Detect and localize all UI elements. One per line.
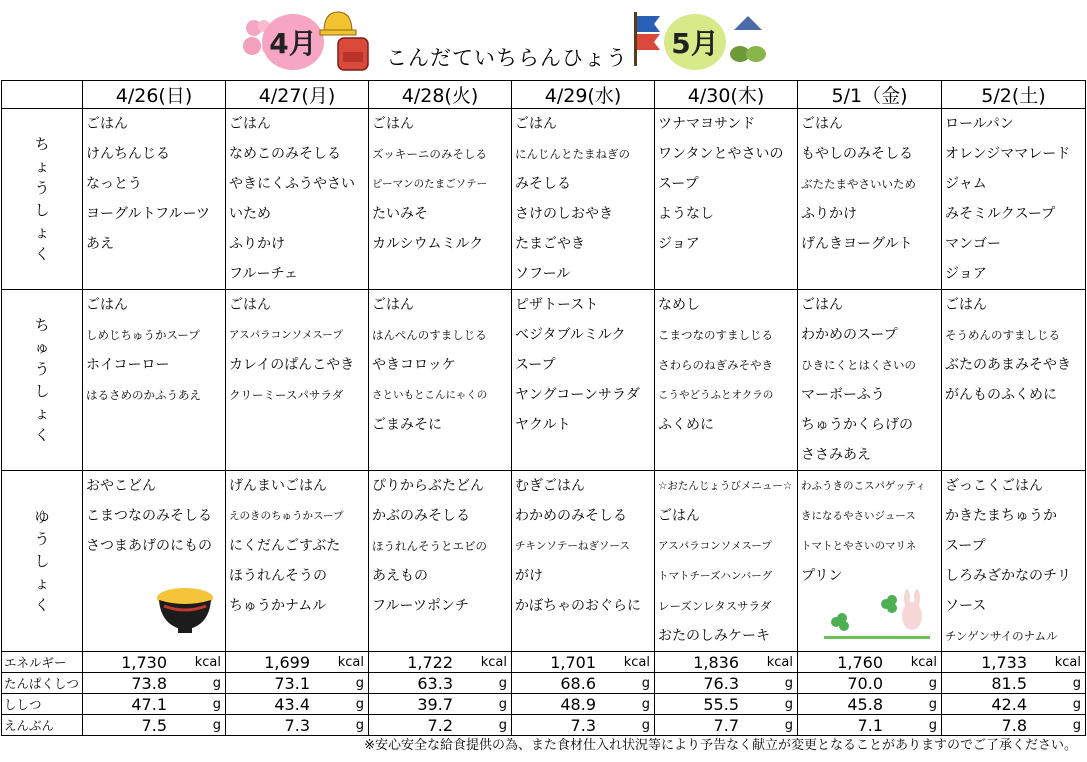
fat-row xyxy=(2,694,1086,715)
day-header: 4/26(日) xyxy=(83,81,226,109)
menu-item: マンゴー xyxy=(945,236,1001,252)
nutrition-unit: g xyxy=(641,717,650,733)
menu-item: しめじちゅうかスープ xyxy=(86,328,200,342)
nutrition-unit: kcal xyxy=(337,654,364,670)
menu-cell xyxy=(512,290,655,471)
menu-item: ごはん xyxy=(801,116,843,132)
menu-item: みそミルクスープ xyxy=(945,206,1056,222)
menu-item: ごはん xyxy=(372,297,414,313)
nutrition-unit: g xyxy=(498,696,507,712)
nutrition-value-cell xyxy=(942,673,1086,694)
menu-item: ふりかけ xyxy=(229,236,285,252)
nutrition-value: 1,760 xyxy=(837,652,883,672)
nutrition-value: 1,730 xyxy=(121,652,167,672)
nutrition-label: ししつ xyxy=(2,694,83,715)
nutrition-value-cell xyxy=(655,652,798,673)
meal-label-char: ょ xyxy=(34,157,50,175)
menu-item: がんものふくめに xyxy=(945,387,1057,403)
nutrition-value-cell xyxy=(83,673,226,694)
nutrition-label: えんぶん xyxy=(2,715,83,736)
day-header: 5/1（金) xyxy=(798,81,942,109)
nutrition-unit: kcal xyxy=(623,654,650,670)
menu-item: カルシウムミルク xyxy=(372,236,484,252)
menu-item: ピザトースト xyxy=(515,297,599,313)
nutrition-value: 42.4 xyxy=(991,694,1027,714)
meal-label-char: し xyxy=(34,382,50,400)
menu-item: ごはん xyxy=(945,297,987,313)
menu-item: ぴりからぶたどん xyxy=(372,478,484,494)
day-header: 4/27(月) xyxy=(226,81,369,109)
menu-item: ほうれんそうの xyxy=(229,568,327,584)
menu-item: きになるやさいジュース xyxy=(801,510,916,522)
menu-cell xyxy=(369,290,512,471)
nutrition-value-cell xyxy=(226,694,369,715)
menu-item: ヤングコーンサラダ xyxy=(515,387,640,403)
nutrition-unit: g xyxy=(641,675,650,691)
menu-item: ようなし xyxy=(658,206,714,222)
nutrition-unit: g xyxy=(212,675,221,691)
nutrition-unit: g xyxy=(928,717,937,733)
menu-item: ちゅうかくらげの xyxy=(801,417,913,433)
menu-item: がけ xyxy=(515,568,543,584)
menu-item: オレンジママレード xyxy=(945,146,1071,162)
nutrition-value-cell xyxy=(369,652,512,673)
menu-item: ツナマヨサンド xyxy=(658,116,756,132)
menu-item: アスパラコンソメスープ xyxy=(658,540,772,552)
nutrition-value: 1,701 xyxy=(550,652,596,672)
footnote: ※安心安全な給食提供の為、また食材仕入れ状況等により予告なく献立が変更となることがありますのでご了承ください。 xyxy=(364,738,1077,753)
nutrition-value: 7.8 xyxy=(1001,715,1027,735)
nutrition-value: 70.0 xyxy=(847,673,883,693)
menu-item: ヨーグルトフルーツ xyxy=(86,206,211,222)
nutrition-value-cell xyxy=(942,715,1086,736)
koinobori-icon xyxy=(630,10,664,68)
menu-item: にんじんとたまねぎの xyxy=(515,147,630,161)
nutrition-unit: g xyxy=(784,717,793,733)
april-badge: 4月 xyxy=(262,14,324,70)
nutrition-unit: g xyxy=(498,675,507,691)
meal-label-char: ゆ xyxy=(34,508,50,526)
nutrition-value-cell xyxy=(655,694,798,715)
menu-item: プリン xyxy=(801,568,843,584)
menu-item: ヤクルト xyxy=(515,417,571,433)
nutrition-unit: kcal xyxy=(910,654,937,670)
nutrition-value-cell xyxy=(369,694,512,715)
nutrition-value-cell xyxy=(512,673,655,694)
menu-item: ごはん xyxy=(229,116,271,132)
nutrition-unit: g xyxy=(1072,696,1081,712)
may-badge: 5月 xyxy=(664,14,726,70)
menu-item: ベジタブルミルク xyxy=(515,327,626,343)
kabuto-icon xyxy=(726,10,770,68)
nutrition-value-cell xyxy=(83,694,226,715)
menu-item: フルーツポンチ xyxy=(372,598,469,614)
nutrition-value: 1,722 xyxy=(407,652,453,672)
nutrition-value: 45.8 xyxy=(847,694,883,714)
menu-item: トマトとやさいのマリネ xyxy=(801,540,917,552)
breakfast-row xyxy=(2,109,1086,290)
menu-cell xyxy=(512,109,655,290)
menu-cell xyxy=(655,109,798,290)
menu-cell xyxy=(512,471,655,652)
menu-item: ひきにくとはくさいの xyxy=(801,358,916,372)
menu-cell xyxy=(942,471,1086,652)
nutrition-value: 43.4 xyxy=(274,694,310,714)
menu-cell xyxy=(226,290,369,471)
meal-label-char: く xyxy=(34,245,50,263)
meal-label-char: く xyxy=(34,596,50,614)
menu-cell xyxy=(226,471,369,652)
menu-item: ふくめに xyxy=(658,417,714,433)
menu-item: さといもとこんにゃくの xyxy=(372,389,488,401)
menu-item: ささみあえ xyxy=(801,447,871,463)
protein-row xyxy=(2,673,1086,694)
nutrition-value: 47.1 xyxy=(131,694,167,714)
nutrition-value-cell xyxy=(369,715,512,736)
meal-label-char: う xyxy=(34,179,50,197)
menu-item: ごはん xyxy=(658,508,700,524)
nutrition-label: たんぱくしつ xyxy=(2,673,83,694)
menu-item: たまごやき xyxy=(515,236,585,252)
meal-label xyxy=(2,290,83,471)
nutrition-unit: kcal xyxy=(1054,654,1081,670)
nutrition-value-cell xyxy=(369,673,512,694)
menu-item: ごまみそに xyxy=(372,417,442,433)
menu-item: マーボーふう xyxy=(801,387,885,403)
menu-item: クリーミースパサラダ xyxy=(229,388,344,402)
nutrition-value: 48.9 xyxy=(560,694,596,714)
menu-item: ぶたのあまみそやき xyxy=(945,357,1071,373)
menu-cell xyxy=(798,290,942,471)
oyakodon-bowl-icon xyxy=(154,580,216,636)
nutrition-unit: g xyxy=(498,717,507,733)
nutrition-value-cell xyxy=(798,673,942,694)
menu-item: いため xyxy=(229,206,271,222)
meal-label-char: し xyxy=(34,552,50,570)
nutrition-value-cell xyxy=(512,694,655,715)
nutrition-value-cell xyxy=(512,652,655,673)
nutrition-value-cell xyxy=(83,715,226,736)
menu-cell xyxy=(655,290,798,471)
menu-item: チンゲンサイのナムル xyxy=(945,629,1058,643)
menu-item: ごはん xyxy=(801,297,843,313)
meal-label-char: ょ xyxy=(34,404,50,422)
menu-item: わかめのスープ xyxy=(801,327,898,343)
page-title: こんだていちらんひょう xyxy=(386,46,628,70)
menu-item: アスパラコンソメスープ xyxy=(229,329,343,341)
menu-item: スープ xyxy=(515,357,556,373)
menu-item: やきコロッケ xyxy=(372,357,456,373)
menu-item: はんぺんのすましじる xyxy=(372,328,487,342)
menu-item: そうめんのすましじる xyxy=(945,328,1060,342)
menu-item: ごはん xyxy=(515,116,557,132)
menu-item: もやしのみそしる xyxy=(801,146,913,162)
menu-item: ☆おたんじょうびメニュー☆ xyxy=(658,480,793,492)
nutrition-value-cell xyxy=(942,694,1086,715)
nutrition-value-cell xyxy=(226,715,369,736)
menu-item: ごはん xyxy=(229,297,271,313)
meal-label-char: ち xyxy=(34,135,50,153)
nutrition-value: 7.1 xyxy=(857,715,883,735)
menu-item: レーズンレタスサラダ xyxy=(658,599,772,613)
nutrition-unit: g xyxy=(1072,675,1081,691)
menu-item: やきにくふうやさい xyxy=(229,176,355,192)
nutrition-value: 7.3 xyxy=(284,715,310,735)
nutrition-value-cell xyxy=(226,652,369,673)
nutrition-value: 81.5 xyxy=(991,673,1027,693)
menu-cell xyxy=(83,109,226,290)
meal-label-char: ょ xyxy=(34,574,50,592)
menu-item: こまつなのみそしる xyxy=(86,508,212,524)
meal-label xyxy=(2,471,83,652)
nutrition-value: 7.5 xyxy=(141,715,167,735)
menu-item: げんまいごはん xyxy=(229,478,327,494)
day-header: 4/29(水) xyxy=(512,81,655,109)
menu-item: なめし xyxy=(658,297,700,313)
nutrition-unit: g xyxy=(928,675,937,691)
menu-item: わかめのみそしる xyxy=(515,508,627,524)
meal-label-char: く xyxy=(34,426,50,444)
nutrition-value-cell xyxy=(226,673,369,694)
nutrition-unit: g xyxy=(355,696,364,712)
menu-item: はるさめのかふうあえ xyxy=(86,388,201,402)
menu-item: ごはん xyxy=(86,297,128,313)
menu-item: こまつなのすましじる xyxy=(658,328,773,342)
menu-item: おやこどん xyxy=(86,478,156,494)
day-header: 4/28(火) xyxy=(369,81,512,109)
menu-item: さわらのねぎみそやき xyxy=(658,358,773,372)
nutrition-value: 55.5 xyxy=(703,694,739,714)
menu-cell xyxy=(942,290,1086,471)
menu-item: さつまあげのにもの xyxy=(86,538,212,554)
meal-label-char: ょ xyxy=(34,223,50,241)
menu-item: ジョア xyxy=(658,236,700,252)
menu-item: ロールパン xyxy=(945,116,1014,132)
menu-item: けんちんじる xyxy=(86,146,170,162)
nutrition-value: 68.6 xyxy=(560,673,596,693)
menu-item: ソフール xyxy=(515,266,571,282)
nutrition-unit: g xyxy=(355,717,364,733)
menu-item: かきたまちゅうか xyxy=(945,508,1057,524)
menu-item: トマトチーズハンバーグ xyxy=(658,570,773,582)
nutrition-value-cell xyxy=(798,652,942,673)
nutrition-value-cell xyxy=(798,694,942,715)
menu-item: かぶのみそしる xyxy=(372,508,470,524)
menu-item: なめこのみそしる xyxy=(229,146,341,162)
day-header-row xyxy=(2,81,1086,109)
lunch-row xyxy=(2,290,1086,471)
nutrition-unit: g xyxy=(1072,717,1081,733)
nutrition-unit: g xyxy=(784,696,793,712)
menu-item: さけのしおやき xyxy=(515,206,613,222)
menu-cell xyxy=(798,109,942,290)
corner-cell xyxy=(2,81,83,109)
menu-item: なっとう xyxy=(86,176,142,192)
energy-row xyxy=(2,652,1086,673)
nutrition-value: 73.8 xyxy=(131,673,167,693)
nutrition-value-cell xyxy=(655,715,798,736)
meal-label-char: し xyxy=(34,201,50,219)
menu-item: えのきのちゅうかスープ xyxy=(229,510,344,522)
nutrition-value: 1,733 xyxy=(981,652,1027,672)
page-header xyxy=(0,0,1087,80)
nutrition-unit: kcal xyxy=(194,654,221,670)
day-header: 4/30(木) xyxy=(655,81,798,109)
menu-item: むぎごはん xyxy=(515,478,585,494)
nutrition-unit: g xyxy=(928,696,937,712)
nutrition-value-cell xyxy=(83,652,226,673)
nutrition-value-cell xyxy=(655,673,798,694)
menu-item: ごはん xyxy=(372,116,414,132)
nutrition-value: 7.7 xyxy=(713,715,739,735)
menu-cell xyxy=(369,471,512,652)
nutrition-value: 7.3 xyxy=(570,715,596,735)
menu-item: げんきヨーグルト xyxy=(801,236,913,252)
nutrition-unit: kcal xyxy=(766,654,793,670)
menu-item: ワンタンとやさいの xyxy=(658,146,784,162)
menu-item: ズッキーニのみそしる xyxy=(372,147,487,161)
menu-item: あえ xyxy=(86,236,114,252)
menu-item: わふうきのこスパゲッティ xyxy=(801,480,926,492)
nutrition-unit: g xyxy=(212,717,221,733)
menu-item: ピーマンのたまごソテー xyxy=(372,178,488,190)
menu-item: こうやどうふとオクラの xyxy=(658,389,774,401)
nutrition-value: 39.7 xyxy=(417,694,453,714)
menu-item: ごはん xyxy=(86,116,128,132)
nutrition-value: 1,836 xyxy=(693,652,739,672)
menu-cell xyxy=(655,471,798,652)
salt-row xyxy=(2,715,1086,736)
menu-item: しろみざかなのチリ xyxy=(945,568,1071,584)
menu-item: ソース xyxy=(945,598,987,614)
nutrition-value: 1,699 xyxy=(264,652,310,672)
nutrition-unit: g xyxy=(355,675,364,691)
menu-item: ジョア xyxy=(945,266,987,282)
menu-item: ざっこくごはん xyxy=(945,478,1043,494)
menu-item: ジャム xyxy=(945,176,987,192)
meal-label-char: ゅ xyxy=(34,338,50,356)
nutrition-label: エネルギー xyxy=(2,652,83,673)
nutrition-value: 7.2 xyxy=(427,715,453,735)
menu-item: ホイコーロー xyxy=(86,357,170,373)
nutrition-value: 63.3 xyxy=(417,673,453,693)
menu-item: チキンソテーねぎソース xyxy=(515,540,630,552)
menu-item: スープ xyxy=(945,538,986,554)
meal-label xyxy=(2,109,83,290)
nutrition-value: 76.3 xyxy=(703,673,739,693)
menu-item: にくだんごすぶた xyxy=(229,538,341,554)
menu-item: あえもの xyxy=(372,568,428,584)
nutrition-value-cell xyxy=(512,715,655,736)
nutrition-value-cell xyxy=(798,715,942,736)
menu-item: たいみそ xyxy=(372,206,428,222)
menu-item: フルーチェ xyxy=(229,266,299,282)
menu-cell xyxy=(226,109,369,290)
menu-item: スープ xyxy=(658,176,699,192)
nutrition-value-cell xyxy=(942,652,1086,673)
menu-item: ぶたたまやさいいため xyxy=(801,177,916,191)
nutrition-unit: g xyxy=(784,675,793,691)
menu-item: ほうれんそうとエビの xyxy=(372,539,487,553)
school-bag-icon xyxy=(334,34,374,74)
menu-cell xyxy=(369,109,512,290)
rabbit-clover-icon xyxy=(822,586,932,642)
nutrition-value: 73.1 xyxy=(274,673,310,693)
nutrition-unit: g xyxy=(212,696,221,712)
menu-item: みそしる xyxy=(515,176,571,192)
menu-item: ちゅうかナムル xyxy=(229,598,327,614)
menu-cell xyxy=(83,290,226,471)
day-header: 5/2(土) xyxy=(942,81,1086,109)
menu-item: おたのしみケーキ xyxy=(658,628,770,644)
menu-item: かぼちゃのおぐらに xyxy=(515,598,641,614)
nutrition-unit: g xyxy=(641,696,650,712)
meal-label-char: う xyxy=(34,360,50,378)
menu-cell xyxy=(942,109,1086,290)
nutrition-unit: kcal xyxy=(480,654,507,670)
meal-label-char: ち xyxy=(34,316,50,334)
menu-item: カレイのぱんこやき xyxy=(229,357,355,373)
menu-item: ふりかけ xyxy=(801,206,857,222)
meal-label-char: う xyxy=(34,530,50,548)
